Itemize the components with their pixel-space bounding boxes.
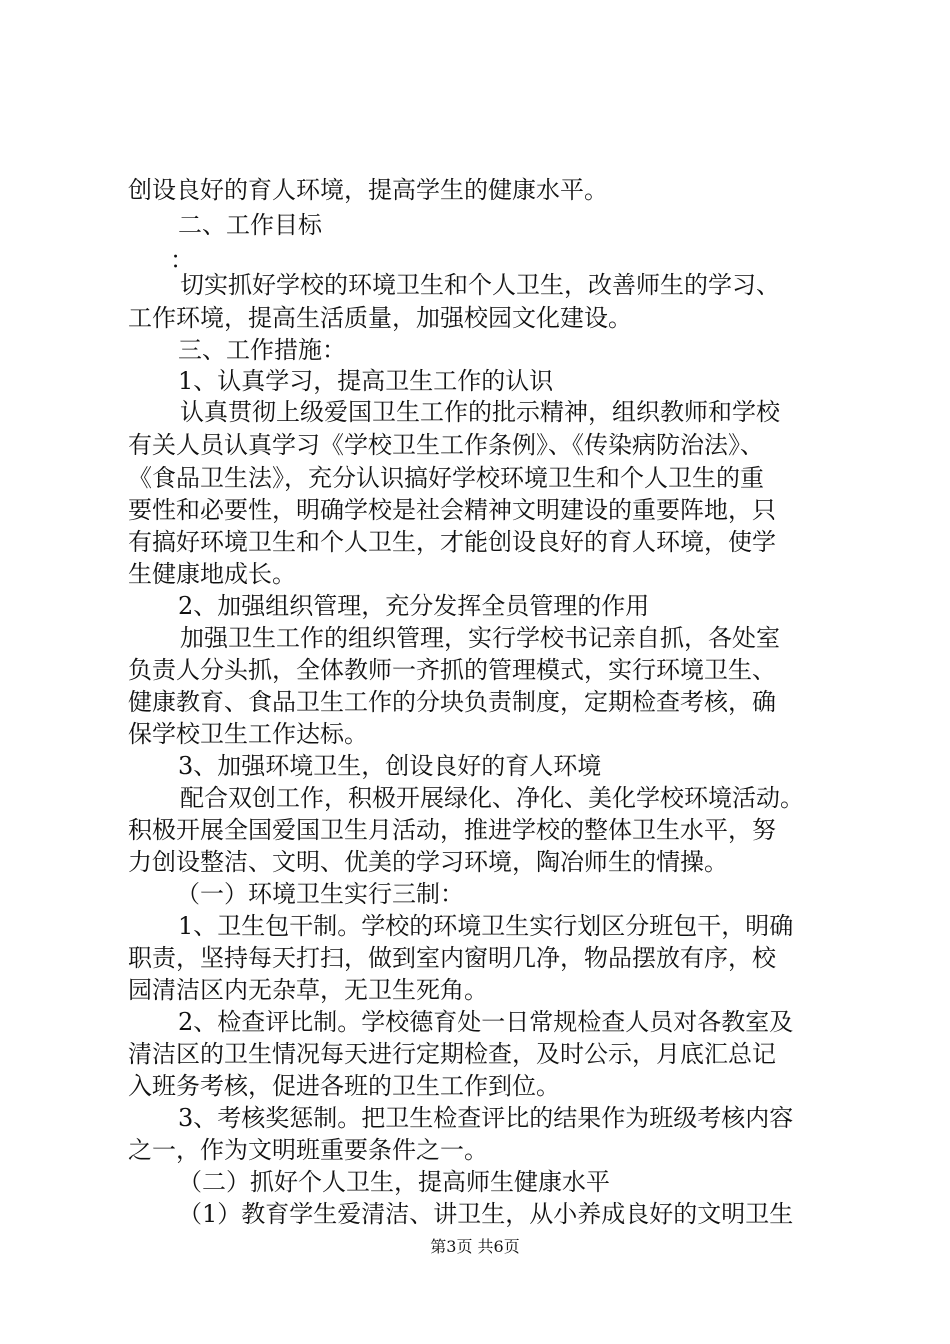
text-line: 力创设整洁、文明、优美的学习环境，陶冶师生的情操。 bbox=[128, 848, 728, 876]
text-line: 负责人分头抓，全体教师一齐抓的管理模式，实行环境卫生、 bbox=[128, 656, 776, 684]
page-number: 第3页 共6页 bbox=[430, 1237, 520, 1256]
text-line: 工作环境，提高生活质量，加强校园文化建设。 bbox=[128, 304, 632, 332]
text-line: 清洁区的卫生情况每天进行定期检查，及时公示，月底汇总记 bbox=[128, 1040, 776, 1068]
text-line: 之一，作为文明班重要条件之一。 bbox=[128, 1136, 488, 1164]
text-line: 创设良好的育人环境，提高学生的健康水平。 bbox=[128, 176, 608, 204]
subsection-heading: 3、加强环境卫生，创设良好的育人环境 bbox=[178, 752, 602, 780]
subsection-heading: 1、认真学习，提高卫生工作的认识 bbox=[178, 367, 554, 395]
subsection-heading: （一）环境卫生实行三制： bbox=[176, 880, 464, 908]
text-line: 职责，坚持每天打扫，做到室内窗明几净，物品摆放有序，校 bbox=[128, 944, 776, 972]
text-line: 3、考核奖惩制。把卫生检查评比的结果作为班级考核内容 bbox=[178, 1104, 794, 1132]
text-line: ： bbox=[170, 246, 194, 274]
text-line: 认真贯彻上级爱国卫生工作的批示精神，组织教师和学校 bbox=[180, 398, 780, 426]
section-heading: 三、工作措施： bbox=[178, 336, 346, 364]
section-heading: 二、工作目标 bbox=[178, 211, 322, 239]
text-line: 入班务考核，促进各班的卫生工作到位。 bbox=[128, 1072, 560, 1100]
text-line: 切实抓好学校的环境卫生和个人卫生，改善师生的学习、 bbox=[180, 271, 780, 299]
text-line: 2、检查评比制。学校德育处一日常规检查人员对各教室及 bbox=[178, 1008, 794, 1036]
text-line: 要性和必要性，明确学校是社会精神文明建设的重要阵地，只 bbox=[128, 496, 776, 524]
text-line: 《食品卫生法》，充分认识搞好学校环境卫生和个人卫生的重 bbox=[128, 464, 764, 492]
text-line: （1）教育学生爱清洁、讲卫生，从小养成良好的文明卫生 bbox=[178, 1200, 794, 1228]
text-line: 配合双创工作，积极开展绿化、净化、美化学校环境活动。 bbox=[180, 784, 804, 812]
subsection-heading: （二）抓好个人卫生，提高师生健康水平 bbox=[178, 1168, 610, 1196]
text-line: 加强卫生工作的组织管理，实行学校书记亲自抓，各处室 bbox=[180, 624, 780, 652]
text-line: 保学校卫生工作达标。 bbox=[128, 720, 368, 748]
text-line: 1、卫生包干制。学校的环境卫生实行划区分班包干，明确 bbox=[178, 912, 794, 940]
text-line: 积极开展全国爱国卫生月活动，推进学校的整体卫生水平，努 bbox=[128, 816, 776, 844]
text-line: 有关人员认真学习《学校卫生工作条例》、《传染病防治法》、 bbox=[128, 431, 764, 459]
text-line: 有搞好环境卫生和个人卫生，才能创设良好的育人环境，使学 bbox=[128, 528, 776, 556]
text-line: 生健康地成长。 bbox=[128, 560, 296, 588]
text-line: 园清洁区内无杂草，无卫生死角。 bbox=[128, 976, 488, 1004]
subsection-heading: 2、加强组织管理，充分发挥全员管理的作用 bbox=[178, 592, 650, 620]
text-line: 健康教育、食品卫生工作的分块负责制度，定期检查考核，确 bbox=[128, 688, 776, 716]
